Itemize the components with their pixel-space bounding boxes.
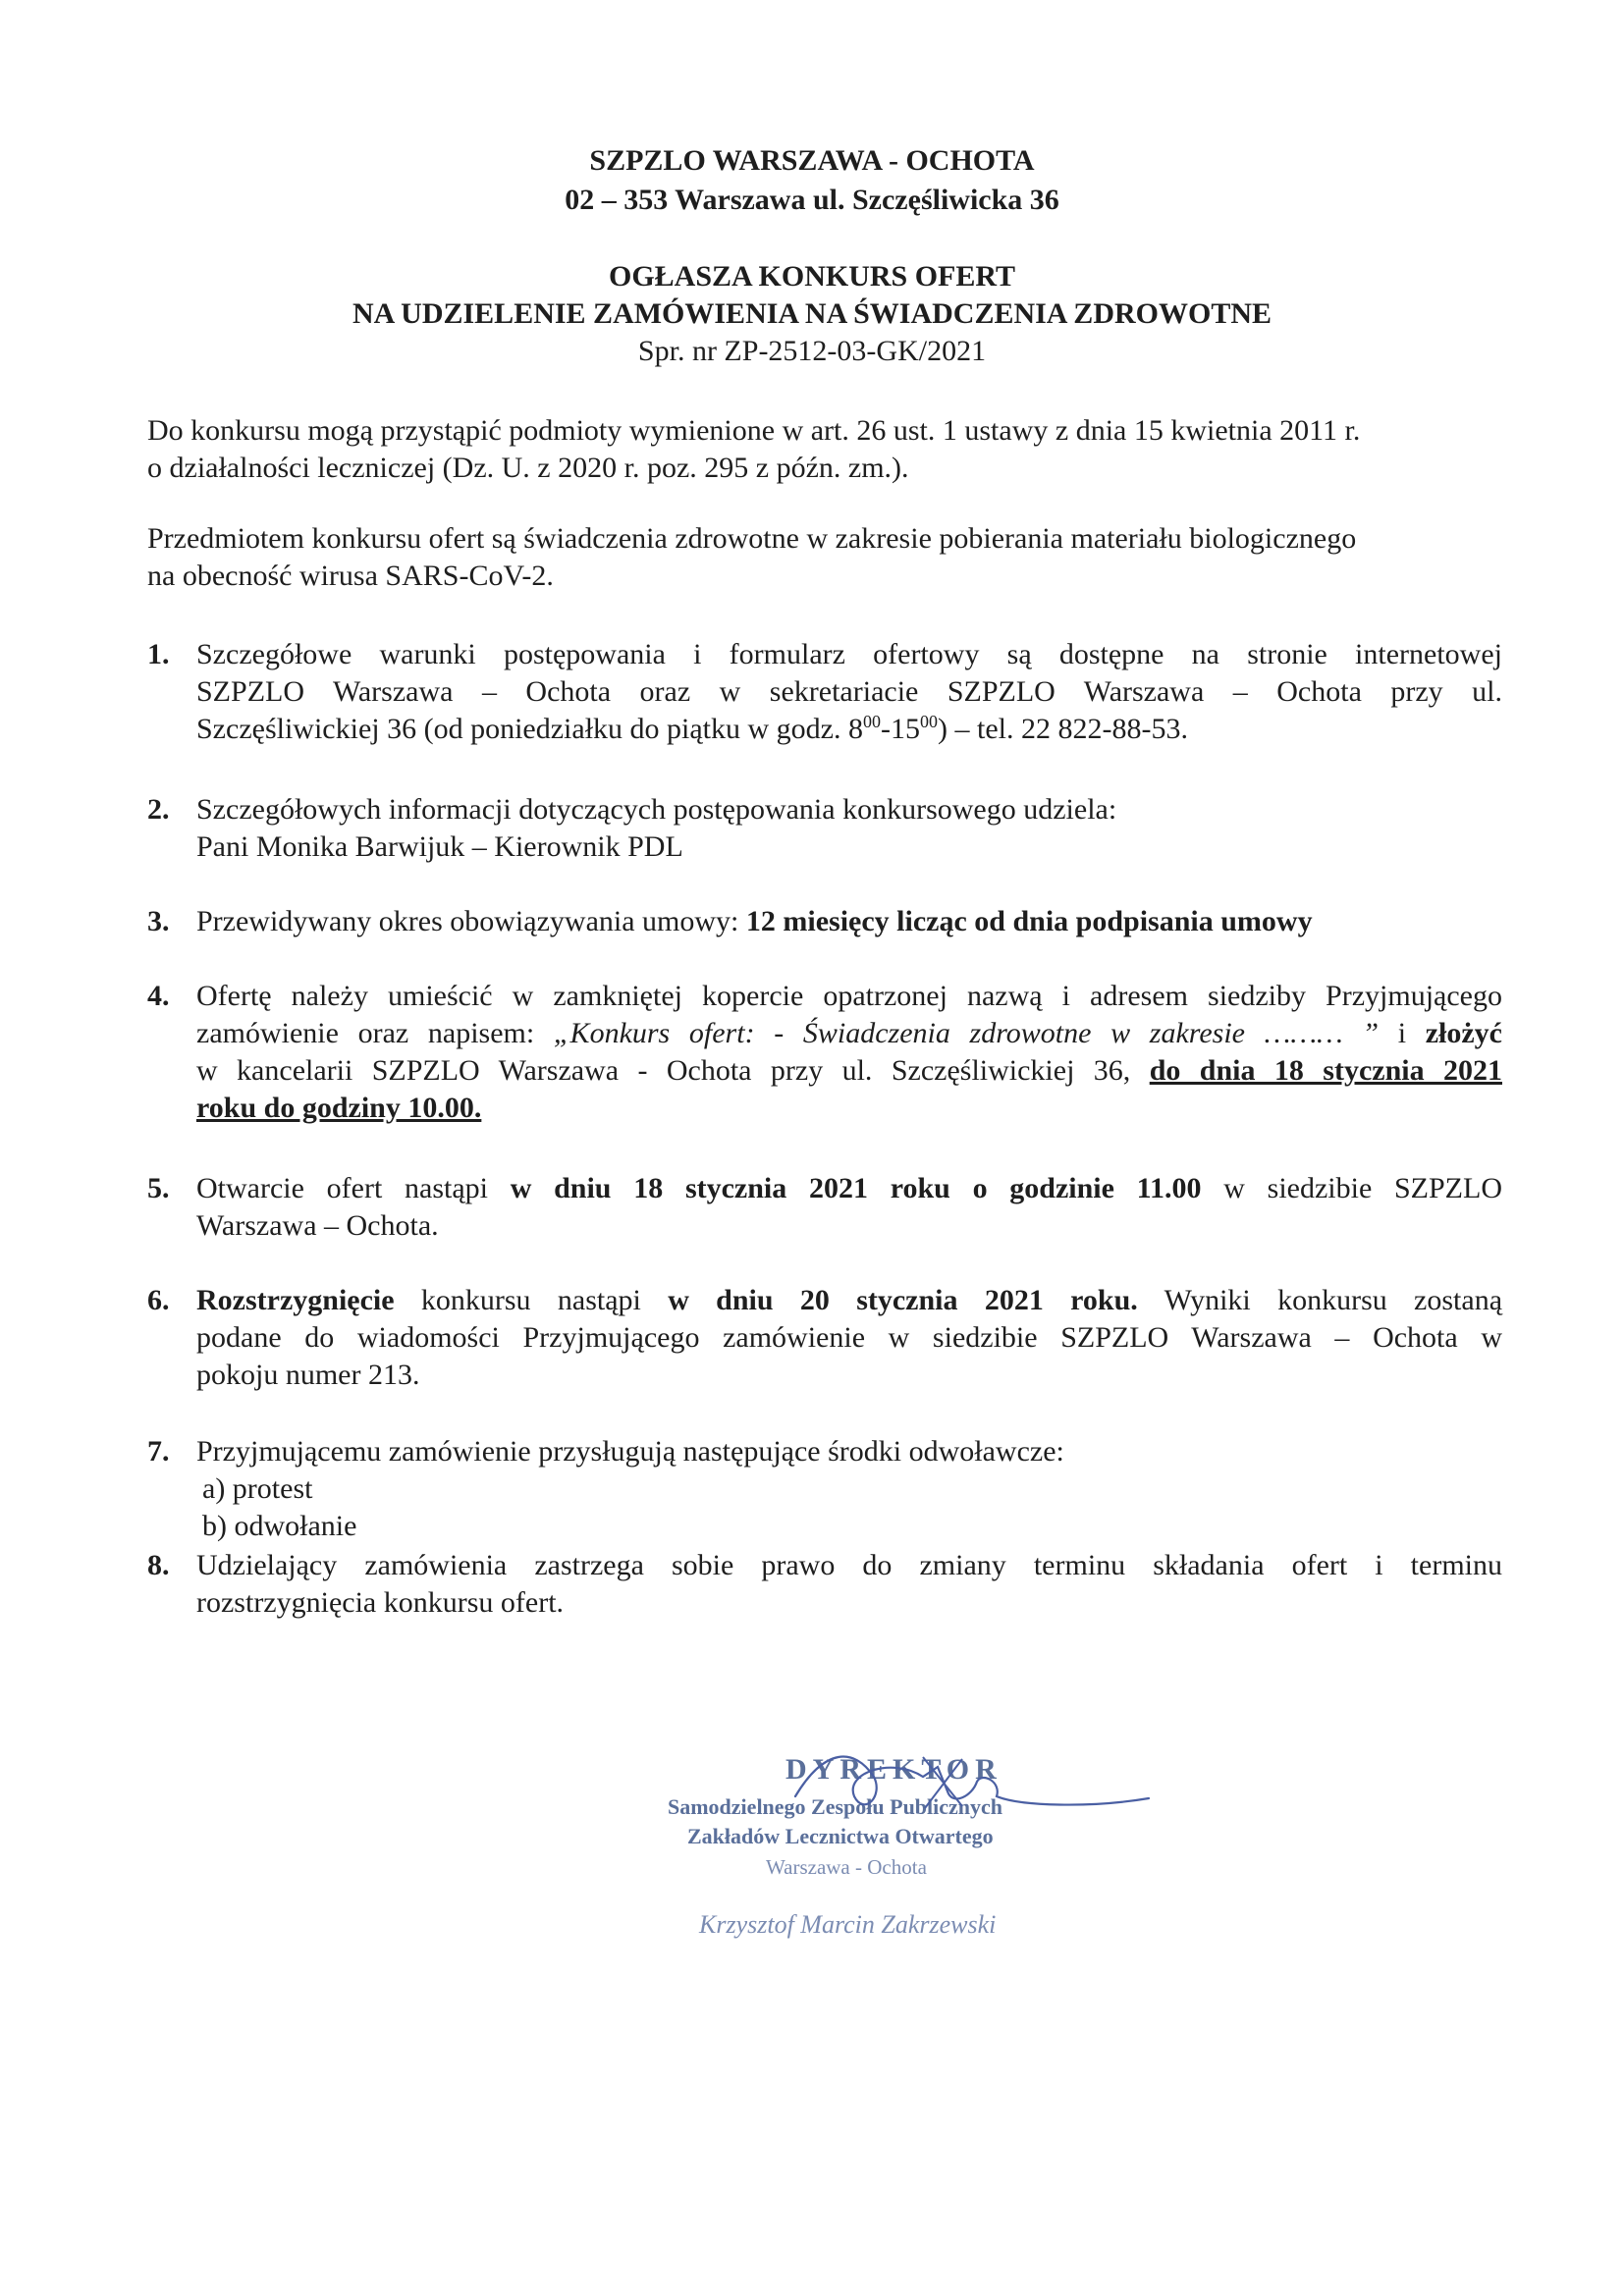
results-text: Wyniki konkursu zostaną	[1137, 1284, 1503, 1316]
item-1-line-3	[196, 711, 1502, 748]
item-6-line-2: podane do wiadomości Przyjmującego zamówienie w siedzibie SZPZLO Warszawa – Ochota w	[196, 1321, 1502, 1354]
stamp-line-2: Zakładów Lecznictwa Otwartego	[687, 1824, 994, 1848]
announcement-subtitle: NA UDZIELENIE ZAMÓWIENIA NA ŚWIADCZENIA ZDROWOTNE	[352, 297, 1272, 330]
reference-number: Spr. nr ZP-2512-03-GK/2021	[637, 335, 987, 367]
signer-name: Krzysztof Marcin Zakrzewski	[699, 1910, 997, 1939]
submit-verb: złożyć	[1425, 1017, 1502, 1049]
resolution-label: Rozstrzygnięcie	[196, 1284, 395, 1316]
org-address: 02 – 353 Warszawa ul. Szczęśliwicka 36	[565, 184, 1059, 216]
opening-date: w dniu 18 stycznia 2021 roku o godzinie 11.00	[510, 1172, 1202, 1204]
item-3-line-1	[196, 903, 1502, 940]
submission-deadline-time: roku do godziny 10.00.	[196, 1092, 482, 1124]
hours-sup-open: 00	[863, 712, 881, 731]
stamp-line-1: Samodzielnego Zespołu Publicznych	[668, 1794, 1003, 1819]
item-number: 1.	[147, 638, 170, 670]
submission-place: w kancelarii SZPZLO Warszawa - Ochota przy ul. Szczęśliwickiej 36,	[196, 1054, 1150, 1087]
list-item	[147, 1282, 1502, 1394]
item-number: 5.	[147, 1172, 170, 1204]
remedy-appeal: b) odwołanie	[202, 1510, 357, 1542]
item-4-line-4	[196, 1090, 1502, 1127]
item-number: 4.	[147, 980, 170, 1012]
intro-line-2: o działalności leczniczej (Dz. U. z 2020 r. poz. 295 z późn. zm.).	[147, 452, 909, 484]
item-7-line-1: Przyjmującemu zamówienie przysługują następujące środki odwoławcze:	[196, 1435, 1064, 1468]
list-item	[147, 1170, 1502, 1245]
stamp-line-3: Warszawa - Ochota	[766, 1855, 927, 1879]
announcement-title: OGŁASZA KONKURS OFERT	[608, 260, 1016, 293]
contract-period-label: Przewidywany okres obowiązywania umowy:	[196, 905, 746, 937]
item-6-line-1	[196, 1282, 1502, 1319]
stamp-title: DYREKTOR	[785, 1753, 1002, 1786]
handwritten-signature	[766, 1737, 1178, 1855]
list-item	[147, 791, 1502, 866]
conjunction-text: i	[1379, 1017, 1426, 1049]
item-8-line-2: rozstrzygnięcia konkursu ofert.	[196, 1586, 565, 1619]
item-number: 8.	[147, 1549, 170, 1581]
list-item	[147, 1547, 1502, 1622]
hours-sup-close: 00	[920, 712, 938, 731]
opening-place: w siedzibie SZPZLO	[1201, 1172, 1502, 1204]
envelope-label: zamówienie oraz napisem:	[196, 1017, 554, 1049]
subject-line-1: Przedmiotem konkursu ofert są świadczenia zdrowotne w zakresie pobierania materiału biologicznego	[147, 522, 1357, 555]
item-number: 3.	[147, 905, 170, 937]
item-1-line-1: Szczegółowe warunki postępowania i formularz ofertowy są dostępne na stronie internetowej	[196, 638, 1502, 670]
submission-deadline: do dnia 18 stycznia 2021	[1149, 1054, 1502, 1087]
item-8-line-1: Udzielający zamówienia zastrzega sobie prawo do zmiany terminu składania ofert i terminu	[196, 1549, 1502, 1581]
item-number: 6.	[147, 1284, 170, 1316]
item-4-line-1: Ofertę należy umieścić w zamkniętej kopercie opatrzonej nazwą i adresem siedziby Przyjmującego	[196, 980, 1502, 1012]
intro-paragraph	[147, 412, 1502, 487]
subject-line-2: na obecność wirusa SARS-CoV-2.	[147, 560, 554, 592]
item-number: 2.	[147, 793, 170, 826]
resolution-text: konkursu nastąpi	[394, 1284, 669, 1316]
org-name: SZPZLO WARSZAWA - OCHOTA	[589, 144, 1035, 177]
resolution-date: w dniu 20 stycznia 2021 roku.	[668, 1284, 1138, 1316]
contract-period-value: 12 miesięcy licząc od dnia podpisania umowy	[745, 905, 1313, 937]
list-item	[147, 636, 1502, 748]
item-4-line-3	[196, 1052, 1502, 1090]
item-6-line-3: pokoju numer 213.	[196, 1359, 420, 1391]
item-2-line-2: Pani Monika Barwijuk – Kierownik PDL	[196, 830, 683, 863]
item-1-line-2: SZPZLO Warszawa – Ochota oraz w sekretariacie SZPZLO Warszawa – Ochota przy ul.	[196, 675, 1502, 708]
item-2-line-1: Szczegółowych informacji dotyczących postępowania konkursowego udziela:	[196, 793, 1117, 826]
hours-text: Szczęśliwickiej 36 (od poniedziałku do piątku w godz. 8	[196, 713, 863, 745]
phone-text: ) – tel. 22 822-88-53.	[938, 713, 1188, 745]
remedy-protest: a) protest	[202, 1472, 313, 1505]
intro-line-1: Do konkursu mogą przystąpić podmioty wymienione w art. 26 ust. 1 ustawy z dnia 15 kwietnia 2011 r.	[147, 414, 1361, 447]
hours-dash: -15	[881, 713, 920, 745]
item-5-line-2: Warszawa – Ochota.	[196, 1209, 439, 1242]
opening-label: Otwarcie ofert nastąpi	[196, 1172, 511, 1204]
envelope-inscription: „Konkurs ofert: - Świadczenia zdrowotne w zakresie ……… ”	[553, 1017, 1380, 1049]
item-5-line-1	[196, 1170, 1502, 1207]
subject-paragraph	[147, 520, 1502, 595]
list-item	[147, 1433, 1502, 1545]
item-4-line-2	[196, 1015, 1502, 1052]
list-item	[147, 978, 1502, 1127]
item-number: 7.	[147, 1435, 170, 1468]
list-item	[147, 903, 1502, 940]
